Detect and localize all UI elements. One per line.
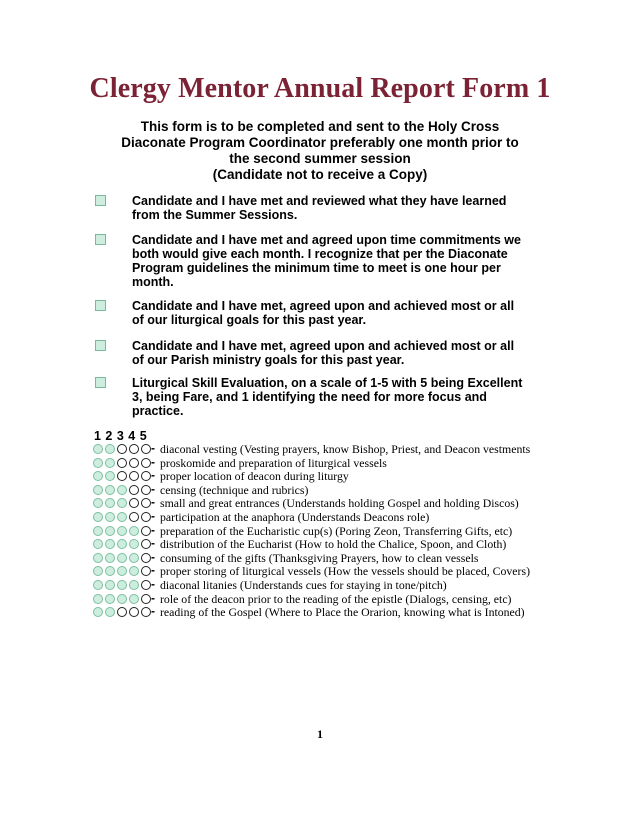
dash-separator: - [151, 495, 155, 510]
rating-radio-5[interactable] [141, 580, 151, 590]
skill-label: diaconal litanies (Understands cues for staying in tone/pitch) [160, 578, 447, 592]
skill-row [93, 590, 563, 606]
rating-radio-group [93, 444, 151, 455]
rating-radio-5[interactable] [141, 553, 151, 563]
dash-separator: - [151, 441, 155, 455]
rating-radio-1[interactable] [93, 553, 103, 563]
rating-radio-group [93, 458, 151, 469]
checklist-line: both would give each month. I recognize that per the Diaconate [132, 247, 508, 261]
rating-radio-4[interactable] [129, 607, 139, 617]
page-number: 1 [317, 727, 323, 741]
checklist-line: Candidate and I have met, agreed upon and achieved most or all [132, 339, 515, 353]
rating-radio-5[interactable] [141, 485, 151, 495]
skill-row [93, 454, 563, 470]
rating-radio-4[interactable] [129, 526, 139, 536]
dash-separator: - [151, 509, 155, 523]
rating-radio-2[interactable] [105, 566, 115, 576]
rating-radio-4[interactable] [129, 471, 139, 481]
checklist-line: Candidate and I have met, agreed upon and achieved most or all [132, 299, 515, 313]
skill-row [93, 579, 563, 592]
rating-radio-2[interactable] [105, 526, 115, 536]
dash-separator: - [151, 536, 155, 551]
rating-radio-4[interactable] [129, 498, 139, 508]
checkbox[interactable] [95, 234, 106, 245]
skill-label: role of the deacon prior to the reading of the epistle (Dialogs, censing, etc) [160, 591, 512, 606]
skill-row [93, 511, 563, 524]
checklist-line: from the Summer Sessions. [132, 208, 298, 222]
rating-radio-3[interactable] [117, 471, 127, 481]
instruction-line: This form is to be completed and sent to the Holy Cross [140, 119, 500, 134]
rating-radio-3[interactable] [117, 566, 127, 576]
skill-label: proper location of deacon during liturgy [160, 469, 349, 484]
rating-radio-4[interactable] [129, 458, 139, 468]
rating-radio-2[interactable] [105, 458, 115, 468]
rating-radio-2[interactable] [105, 471, 115, 481]
rating-radio-3[interactable] [117, 458, 127, 468]
checklist-line: Candidate and I have met and agreed upon time commitments we [132, 233, 521, 247]
dash-separator: - [151, 549, 155, 564]
rating-radio-3[interactable] [117, 539, 127, 549]
checklist-line: 3, being Fare, and 1 identifying the need for more focus and [132, 390, 487, 404]
rating-radio-1[interactable] [93, 526, 103, 536]
rating-radio-1[interactable] [93, 498, 103, 508]
rating-radio-1[interactable] [93, 539, 103, 549]
checklist-line: Program guidelines the minimum time to meet is one hour per [132, 261, 501, 275]
checklist-text [132, 339, 552, 367]
skill-label: small and great entrances (Understands holding Gospel and holding Discos) [160, 496, 519, 511]
rating-radio-1[interactable] [93, 444, 103, 454]
rating-radio-group [93, 471, 151, 482]
rating-radio-5[interactable] [141, 444, 151, 454]
skill-label: proper storing of liturgical vessels (How the vessels should be placed, Covers) [160, 564, 530, 579]
rating-radio-group [93, 607, 151, 618]
form-instructions [80, 119, 560, 183]
rating-radio-3[interactable] [117, 526, 127, 536]
dash-separator: - [151, 590, 155, 605]
form-title: Clergy Mentor Annual Report Form 1 [89, 73, 551, 104]
rating-radio-2[interactable] [105, 607, 115, 617]
dash-separator: - [151, 577, 155, 591]
rating-radio-5[interactable] [141, 471, 151, 481]
rating-radio-group [93, 566, 151, 577]
skill-row [93, 470, 563, 483]
rating-radio-3[interactable] [117, 607, 127, 617]
skill-row [93, 443, 563, 456]
rating-radio-2[interactable] [105, 553, 115, 563]
instruction-line: (Candidate not to receive a Copy) [212, 167, 428, 182]
rating-radio-4[interactable] [129, 444, 139, 454]
rating-radio-3[interactable] [117, 498, 127, 508]
checklist-text [132, 376, 552, 418]
rating-scale-header: 1 2 3 4 5 [94, 429, 148, 443]
skill-row [93, 522, 563, 538]
skill-label: participation at the anaphora (Understands Deacons role) [160, 510, 430, 524]
rating-radio-3[interactable] [117, 444, 127, 454]
rating-radio-group [93, 539, 151, 550]
rating-radio-5[interactable] [141, 539, 151, 549]
rating-radio-4[interactable] [129, 485, 139, 495]
rating-radio-5[interactable] [141, 458, 151, 468]
checkbox[interactable] [95, 300, 106, 311]
checklist-line: Liturgical Skill Evaluation, on a scale of 1-5 with 5 being Excellent [132, 376, 523, 390]
dash-separator: - [151, 604, 155, 619]
rating-radio-4[interactable] [129, 580, 139, 590]
checklist-line: of our Parish ministry goals for this past year. [132, 353, 405, 367]
rating-radio-2[interactable] [105, 512, 115, 522]
checkbox[interactable] [95, 340, 106, 351]
dash-separator: - [151, 481, 155, 496]
rating-radio-group [93, 498, 151, 509]
rating-radio-4[interactable] [129, 539, 139, 549]
rating-radio-group [93, 485, 151, 496]
rating-radio-2[interactable] [105, 594, 115, 604]
rating-radio-1[interactable] [93, 566, 103, 576]
dash-separator: - [151, 468, 155, 483]
skill-label: distribution of the Eucharist (How to hold the Chalice, Spoon, and Cloth) [160, 537, 507, 552]
skill-label: consuming of the gifts (Thanksgiving Prayers, how to clean vessels [160, 550, 479, 565]
rating-radio-5[interactable] [141, 566, 151, 576]
rating-radio-1[interactable] [93, 607, 103, 617]
rating-radio-group [93, 512, 151, 523]
skill-row [93, 481, 563, 497]
rating-radio-1[interactable] [93, 458, 103, 468]
skill-row [93, 497, 563, 510]
checklist-text [132, 233, 552, 289]
rating-radio-1[interactable] [93, 485, 103, 495]
rating-radio-1[interactable] [93, 594, 103, 604]
skill-row [93, 549, 563, 565]
skill-label: diaconal vesting (Vesting prayers, know Bishop, Priest, and Deacon vestments [160, 442, 531, 456]
skill-label: censing (technique and rubrics) [160, 482, 309, 497]
skill-label: reading of the Gospel (Where to Place the Orarion, knowing what is Intoned) [160, 605, 525, 620]
rating-radio-2[interactable] [105, 444, 115, 454]
instruction-line: Diaconate Program Coordinator preferably one month prior to [121, 135, 519, 150]
rating-radio-1[interactable] [93, 471, 103, 481]
rating-radio-5[interactable] [141, 594, 151, 604]
checkbox[interactable] [95, 377, 106, 388]
dash-separator: - [151, 522, 155, 537]
checklist-line: month. [132, 275, 174, 289]
skill-row [93, 565, 563, 578]
rating-radio-3[interactable] [117, 553, 127, 563]
rating-radio-3[interactable] [117, 512, 127, 522]
rating-radio-4[interactable] [129, 512, 139, 522]
rating-radio-1[interactable] [93, 512, 103, 522]
skill-row [93, 538, 563, 551]
rating-radio-group [93, 580, 151, 591]
rating-radio-group [93, 553, 151, 564]
rating-radio-group [93, 526, 151, 537]
rating-radio-3[interactable] [117, 594, 127, 604]
rating-radio-5[interactable] [141, 607, 151, 617]
rating-radio-4[interactable] [129, 553, 139, 563]
skill-label: preparation of the Eucharistic cup(s) (Poring Zeon, Transferring Gifts, etc) [160, 523, 513, 538]
skill-label: proskomide and preparation of liturgical vessels [160, 455, 387, 470]
rating-radio-5[interactable] [141, 512, 151, 522]
rating-radio-3[interactable] [117, 580, 127, 590]
checklist-line: Candidate and I have met and reviewed what they have learned [132, 194, 507, 208]
rating-radio-5[interactable] [141, 498, 151, 508]
checklist-line: of our liturgical goals for this past year. [132, 313, 367, 327]
dash-separator: - [151, 454, 155, 469]
rating-radio-5[interactable] [141, 526, 151, 536]
rating-radio-2[interactable] [105, 498, 115, 508]
rating-radio-2[interactable] [105, 539, 115, 549]
rating-radio-2[interactable] [105, 580, 115, 590]
rating-radio-3[interactable] [117, 485, 127, 495]
rating-radio-1[interactable] [93, 580, 103, 590]
rating-radio-group [93, 594, 151, 605]
rating-radio-4[interactable] [129, 594, 139, 604]
skill-row [93, 606, 563, 619]
rating-radio-4[interactable] [129, 566, 139, 576]
checklist-text [132, 194, 552, 222]
dash-separator: - [151, 563, 155, 578]
checkbox[interactable] [95, 195, 106, 206]
rating-radio-2[interactable] [105, 485, 115, 495]
checklist-text [132, 299, 552, 327]
checklist-line: practice. [132, 404, 184, 418]
instruction-line: the second summer session [229, 151, 411, 166]
